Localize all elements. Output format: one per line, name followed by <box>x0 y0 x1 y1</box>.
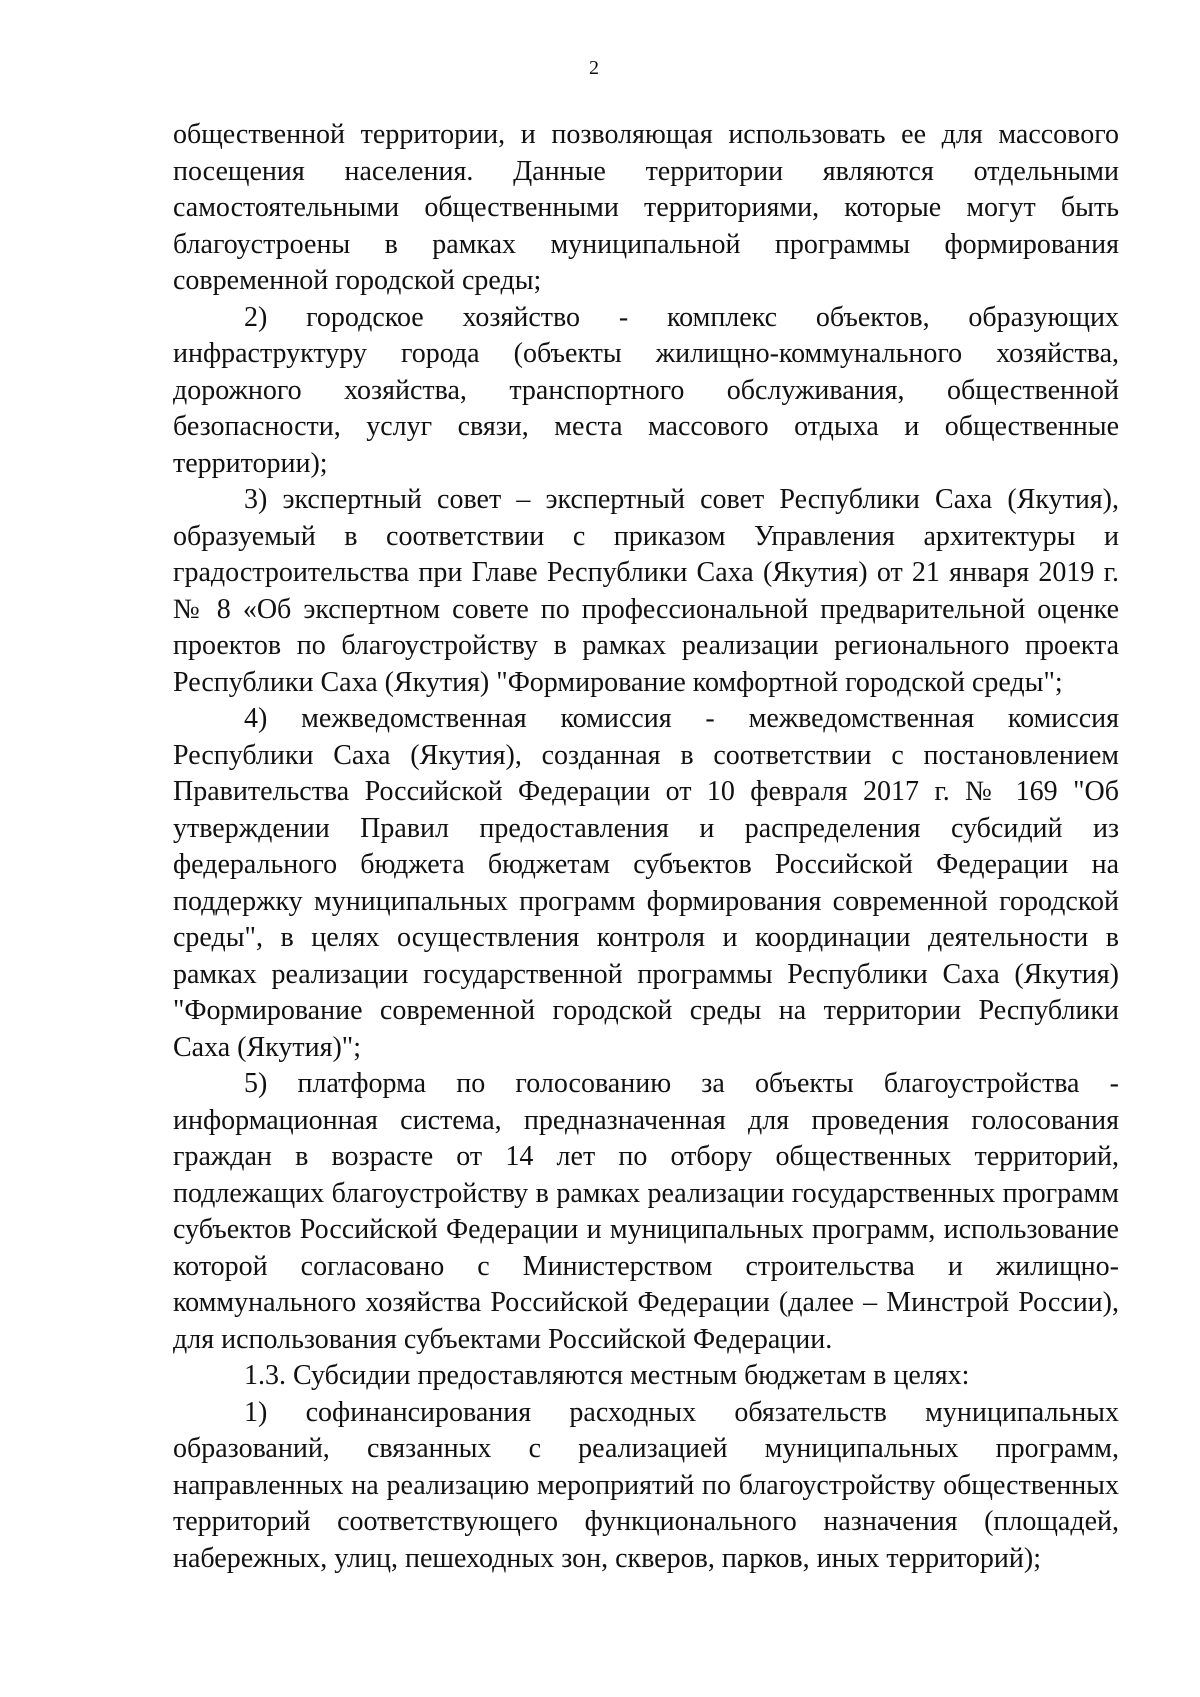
paragraph-5-voting-platform: 5) платформа по голосованию за объекты благоустройства - информационная система, предназначенная для проведения голосования граждан в возрасте от 14 лет по отбору общественных территорий, подлежащих благоустройству в рамках реализации государственных программ субъектов Российской Федерации и муниципальных программ, использование которой согласовано с Министерством строительства и жилищно-коммунального хозяйства Российской Федерации (далее – Минстрой России), для использования субъектами Российской Федерации. <box>173 1068 1119 1355</box>
paragraph-1-3-subsidies: 1.3. Субсидии предоставляются местным бюджетам в целях: <box>244 1360 970 1391</box>
paragraph-3-expert-council: 3) экспертный совет – экспертный совет Республики Саха (Якутия), образуемый в соответствии с приказом Управления архитектуры и градостроительства при Главе Республики Саха (Якутия) от 21 января 2019 г. № 8 «Об экспертном совете по профессиональной предварительной оценке проектов по благоустройству в рамках реализации регионального проекта Республики Саха (Якутия) "Формирование комфортной городской среды"; <box>173 484 1119 698</box>
page-number: 2 <box>589 57 599 79</box>
paragraph-2-city-economy: 2) городское хозяйство - комплекс объектов, образующих инфраструктуру города (объекты жилищно-коммунального хозяйства, дорожного хозяйства, транспортного обслуживания, общественной безопасности, услуг связи, места массового отдыха и общественные территории); <box>173 301 1119 479</box>
paragraph-1-continuation: общественной территории, и позволяющая использовать ее для массового посещения населения. Данные территории являются отдельными самостоятельными общественными территориями, которые могут быть благоустроены в рамках муниципальной программы формирования современной городской среды; <box>173 119 1119 296</box>
paragraph-subsidy-purpose-1: 1) софинансирования расходных обязательств муниципальных образований, связанных с реализацией муниципальных программ, направленных на реализацию мероприятий по благоустройству общественных территорий соответствующего функционального назначения (площадей, набережных, улиц, пешеходных зон, скверов, парков, иных территорий); <box>173 1396 1119 1574</box>
paragraph-4-interdepartmental-commission: 4) межведомственная комиссия - межведомственная комиссия Республики Саха (Якутия), созданная в соответствии с постановлением Правительства Российской Федерации от 10 февраля 2017 г. № 169 "Об утверждении Правил предоставления и распределения субсидий из федерального бюджета бюджетам субъектов Российской Федерации на поддержку муниципальных программ формирования современной городской среды", в целях осуществления контроля и координации деятельности в рамках реализации государственной программы Республики Саха (Якутия) "Формирование современной городской среды на территории Республики Саха (Якутия)"; <box>173 703 1119 1063</box>
document-body <box>173 117 1119 1577</box>
